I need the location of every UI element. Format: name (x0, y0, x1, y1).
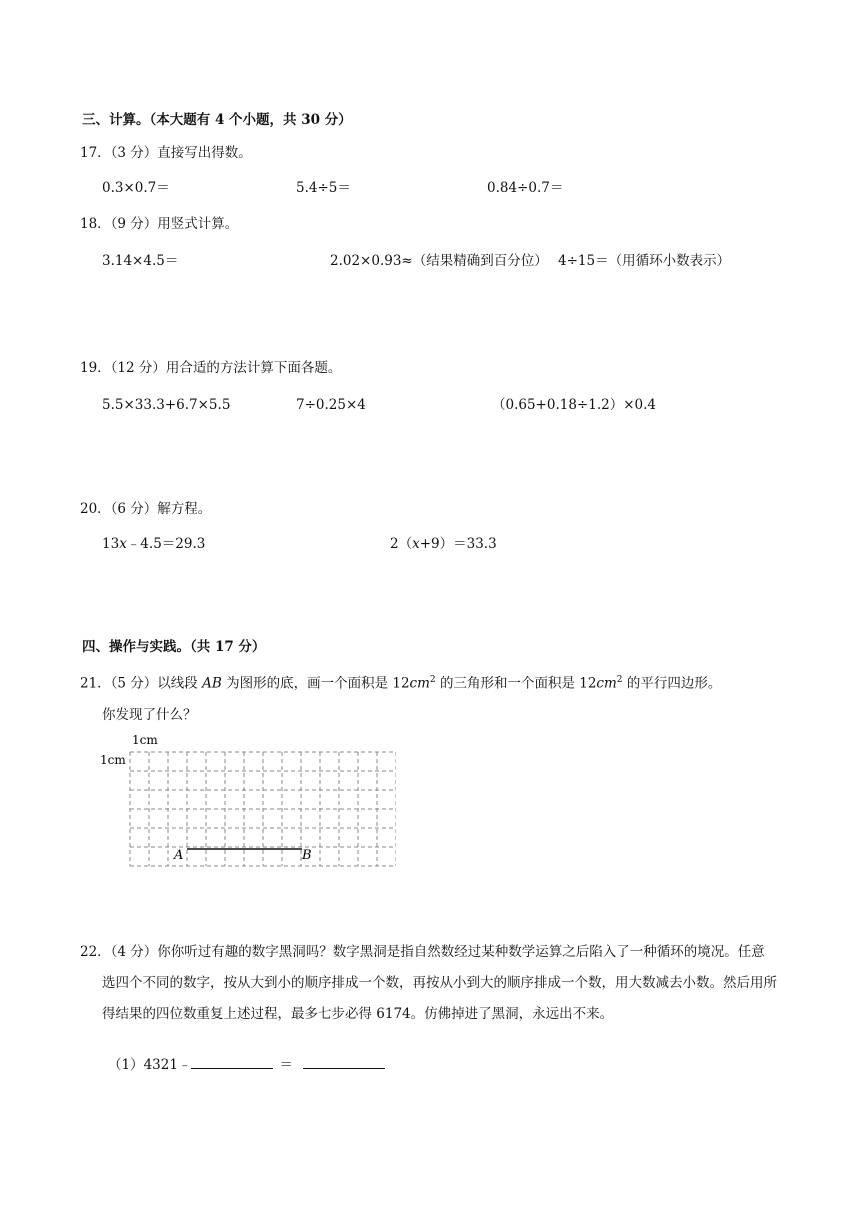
q22-sub1-prefix: （1）4321﹣ (108, 1057, 192, 1073)
q17-item-3: 0.84÷0.7＝ (487, 180, 564, 196)
q21-prompt (80, 676, 721, 691)
q18-item-3: 4÷15＝（用循环小数表示） (558, 253, 731, 269)
q22-sub1-blank-2[interactable] (303, 1056, 385, 1069)
q18-title: 18．（9 分）用竖式计算。 (80, 216, 239, 232)
q20-eq2-rest: +9）＝33.3 (419, 536, 497, 552)
q22-sub1-blank-1[interactable] (191, 1056, 273, 1069)
point-a-label: A (174, 848, 184, 863)
point-b-label: B (302, 848, 312, 863)
q19-item-1: 5.5×33.3+6.7×5.5 (102, 397, 231, 413)
section-3-heading: 三、计算。（本大题有 4 个小题，共 30 分） (82, 112, 352, 128)
q21-sup-1: 2 (429, 675, 436, 685)
q18-item-1: 3.14×4.5＝ (102, 253, 179, 269)
q20-eq2-var: x (412, 536, 420, 552)
q22-paragraph: 22．（4 分）你你听过有趣的数字黑洞吗？数字黑洞是指自然数经过某种数学运算之后陷入了一种循环的境况。任意选四个不同的数字，按从大到小的顺序排成一个数，再按从小到大的顺序排成一个数，用大数减去小数。然后用所得结果的四位数重复上述过程，最多七步必得 6174。仿佛掉进了黑洞，永远出不来。 (80, 944, 777, 1022)
q20-eq1-rest: ﹣4.5＝29.3 (126, 536, 206, 552)
q21-line-2: 你发现了什么？ (102, 707, 197, 723)
q19-item-3: （0.65+0.18÷1.2）×0.4 (492, 397, 656, 413)
q21-ab: AB (202, 675, 222, 692)
q20-equation-2 (390, 538, 497, 552)
q20-title: 20．（6 分）解方程。 (80, 501, 212, 517)
grid-label-left: 1cm (100, 753, 126, 767)
q22-sub-1 (108, 1056, 385, 1073)
q20-eq2-coef: 2（ (390, 536, 413, 552)
q20-eq1-var: x (119, 536, 127, 552)
q18-item-2: 2.02×0.93≈（结果精确到百分位） (330, 253, 548, 269)
q21-grid-figure (96, 730, 396, 870)
q17-item-2: 5.4÷5＝ (296, 180, 351, 196)
q17-item-1: 0.3×0.7＝ (102, 180, 170, 196)
q20-equation-1 (102, 538, 205, 552)
q21-text-4: 的平行四边形。 (622, 675, 722, 692)
q21-sup-2: 2 (616, 675, 623, 685)
q21-unit-1: cm (409, 675, 430, 692)
q17-title: 17．（3 分）直接写出得数。 (80, 145, 252, 161)
q21-text-1: 21．（5 分）以线段 (80, 675, 203, 692)
q19-item-2: 7÷0.25×4 (296, 397, 366, 413)
q19-title: 19．（12 分）用合适的方法计算下面各题。 (80, 360, 342, 376)
q20-eq1-coef: 13 (102, 536, 120, 552)
section-4-heading: 四、操作与实践。（共 17 分） (82, 639, 266, 655)
grid-label-top: 1cm (132, 733, 158, 747)
q21-text-3: 的三角形和一个面积是 12 (435, 675, 597, 692)
q22-sub1-eq: ＝ (279, 1057, 293, 1073)
q21-unit-2: cm (596, 675, 617, 692)
q21-text-2: 为图形的底，画一个面积是 12 (221, 675, 410, 692)
